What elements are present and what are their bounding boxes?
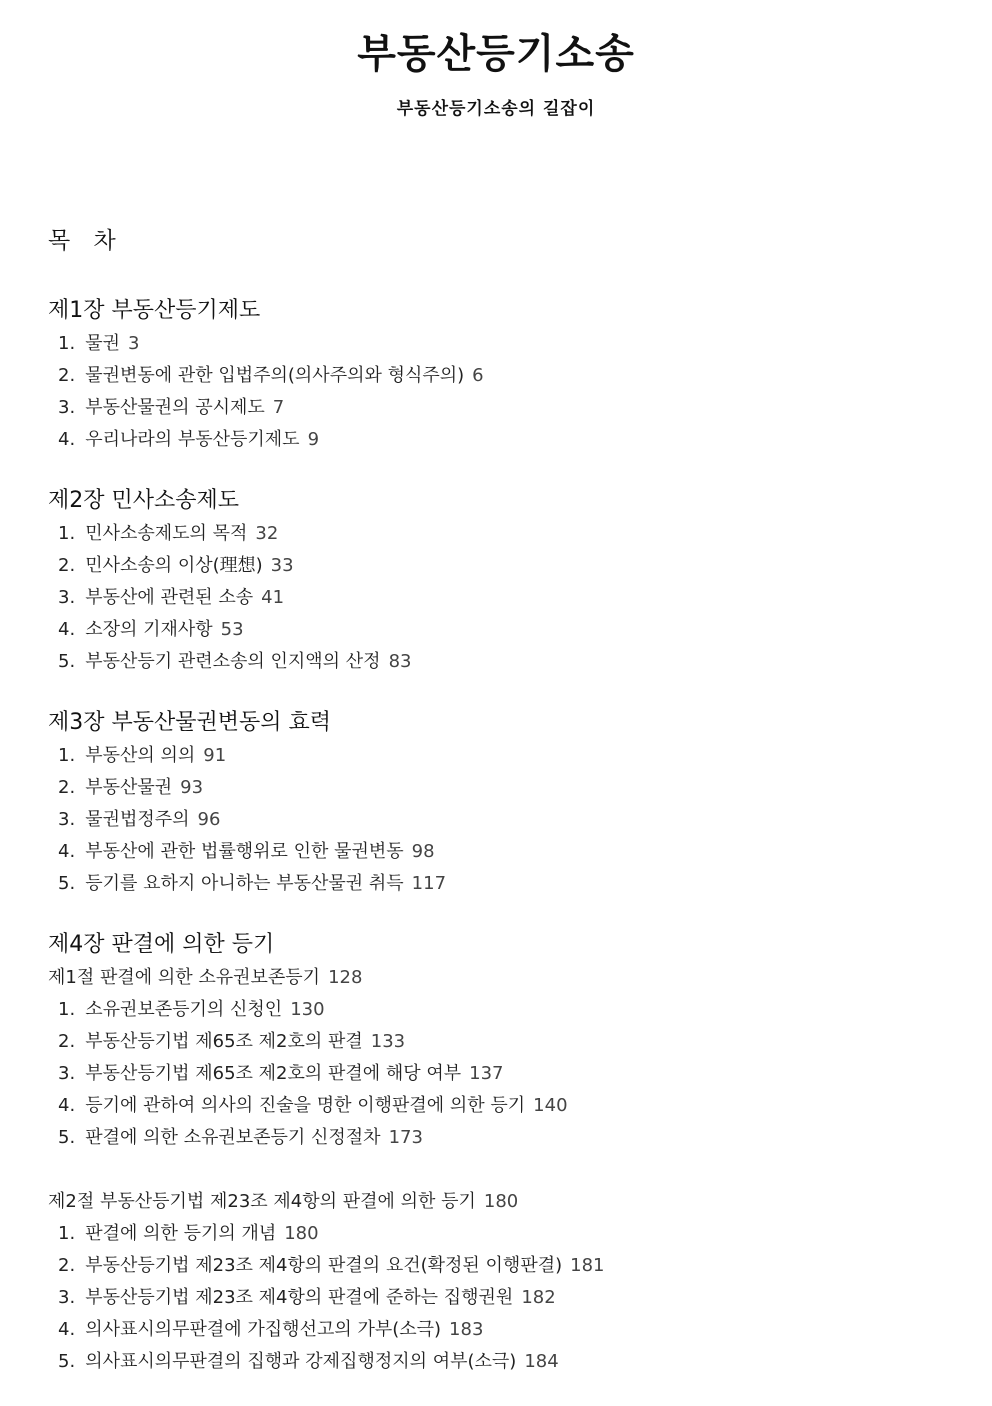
toc-item-page: 9 — [307, 429, 320, 450]
toc-item — [48, 328, 948, 360]
toc-item-page: 32 — [255, 523, 279, 544]
toc-item-page: 133 — [370, 1031, 406, 1052]
toc-item-text: 부동산물권의 공시제도 — [85, 397, 265, 418]
toc-item — [48, 1122, 948, 1154]
toc-item-page: 98 — [411, 841, 435, 862]
toc-item-text: 부동산에 관한 법률행위로 인한 물권변동 — [85, 841, 404, 862]
toc-item-number: 3. — [58, 397, 76, 418]
toc-item-number: 5. — [58, 651, 76, 672]
toc-item-page: 6 — [472, 365, 484, 386]
toc-item-text: 소유권보존등기의 신청인 — [85, 999, 283, 1020]
section-page: 128 — [328, 967, 363, 988]
toc-item — [48, 994, 948, 1026]
toc-item — [48, 1250, 948, 1282]
toc-item-number: 4. — [58, 429, 76, 450]
toc-item — [48, 1090, 948, 1122]
toc-chapter — [48, 928, 948, 1378]
document-subtitle: 부동산등기소송의 길잡이 — [396, 99, 596, 119]
toc-item-number: 1. — [58, 523, 76, 544]
toc-item-number: 1. — [58, 333, 76, 354]
toc-item-number: 4. — [58, 1095, 76, 1116]
section-page: 180 — [483, 1191, 519, 1212]
chapter-title: 제3장 부동산물권변동의 효력 — [48, 710, 332, 735]
toc-item-page: 3 — [127, 333, 140, 354]
toc-item — [48, 1314, 948, 1346]
toc-item-text: 물권법정주의 — [85, 809, 190, 830]
toc-item — [48, 1058, 948, 1090]
toc-item — [48, 740, 948, 772]
toc-item-page: 137 — [469, 1063, 504, 1084]
toc-item-number: 2. — [58, 777, 76, 798]
toc-item — [48, 772, 948, 804]
toc-item-number: 3. — [58, 587, 76, 608]
toc-chapter — [48, 294, 948, 456]
toc-item-page: 91 — [203, 745, 227, 766]
toc-item — [48, 582, 948, 614]
toc-item-page: 7 — [272, 397, 285, 418]
toc-item-number: 3. — [58, 1287, 76, 1308]
toc-item-page: 93 — [180, 777, 204, 798]
toc-item-text: 민사소송의 이상(理想) — [85, 555, 263, 576]
toc-item — [48, 868, 948, 900]
toc-item-text: 부동산등기법 제65조 제2호의 판결에 해당 여부 — [85, 1063, 462, 1084]
toc-item-page: 130 — [290, 999, 325, 1020]
table-of-contents — [48, 294, 948, 1406]
toc-item-text: 부동산에 관련된 소송 — [85, 587, 254, 608]
toc-item-number: 2. — [58, 1031, 76, 1052]
toc-item — [48, 424, 948, 456]
toc-item-text: 부동산물권 — [85, 777, 173, 798]
toc-item-number: 1. — [58, 999, 76, 1020]
toc-item — [48, 614, 948, 646]
toc-item-page: 182 — [521, 1287, 556, 1308]
toc-item-text: 의사표시의무판결의 집행과 강제집행정지의 여부(소극) — [85, 1351, 517, 1372]
toc-item-text: 판결에 의한 소유권보존등기 신정절차 — [85, 1127, 381, 1148]
toc-item-page: 180 — [284, 1223, 319, 1244]
toc-item-text: 판결에 의한 등기의 개념 — [85, 1223, 277, 1244]
toc-item-text: 물권변동에 관한 입법주의(의사주의와 형식주의) — [85, 365, 465, 386]
toc-item — [48, 1346, 948, 1378]
toc-item-number: 4. — [58, 1319, 76, 1340]
toc-item-text: 부동산등기법 제65조 제2호의 판결 — [85, 1031, 363, 1052]
chapter-title: 제4장 판결에 의한 등기 — [48, 932, 275, 957]
section-title — [48, 1186, 948, 1218]
toc-item — [48, 836, 948, 868]
section-title-text: 제2절 부동산등기법 제23조 제4항의 판결에 의한 등기 — [48, 1191, 476, 1212]
toc-item-number: 1. — [58, 745, 76, 766]
chapter-title: 제1장 부동산등기제도 — [48, 298, 261, 323]
toc-item — [48, 1026, 948, 1058]
toc-item-text: 등기를 요하지 아니하는 부동산물권 취득 — [85, 873, 404, 894]
toc-item-number: 4. — [58, 841, 76, 862]
toc-item-number: 1. — [58, 1223, 76, 1244]
toc-item — [48, 1218, 948, 1250]
toc-item-number: 2. — [58, 365, 76, 386]
toc-item-page: 181 — [570, 1255, 605, 1276]
section-title — [48, 962, 948, 994]
chapter-title: 제2장 민사소송제도 — [48, 488, 240, 513]
toc-item-text: 의사표시의무판결에 가집행선고의 가부(소극) — [85, 1319, 442, 1340]
toc-item-number: 2. — [58, 1255, 76, 1276]
toc-item-text: 소장의 기재사항 — [85, 619, 213, 640]
section-spacer — [48, 1154, 948, 1186]
toc-item-number: 4. — [58, 619, 76, 640]
toc-item-number: 5. — [58, 873, 76, 894]
toc-item — [48, 392, 948, 424]
toc-item-page: 41 — [261, 587, 285, 608]
toc-item — [48, 518, 948, 550]
toc-item-text: 민사소송제도의 목적 — [85, 523, 248, 544]
toc-item — [48, 1282, 948, 1314]
toc-chapter — [48, 484, 948, 678]
toc-item-text: 등기에 관하여 의사의 진술을 명한 이행판결에 의한 등기 — [85, 1095, 526, 1116]
toc-item-text: 부동산등기법 제23조 제4항의 판결의 요건(확정된 이행판결) — [85, 1255, 563, 1276]
toc-item — [48, 646, 948, 678]
toc-heading: 목 차 — [48, 228, 124, 254]
toc-item-text: 부동산등기 관련소송의 인지액의 산정 — [85, 651, 381, 672]
toc-item — [48, 804, 948, 836]
section-title-text: 제1절 판결에 의한 소유권보존등기 — [48, 967, 321, 988]
toc-item-page: 33 — [270, 555, 294, 576]
toc-item-text: 우리나라의 부동산등기제도 — [85, 429, 300, 450]
toc-item-page: 96 — [197, 809, 221, 830]
toc-item-page: 173 — [388, 1127, 423, 1148]
toc-item-number: 2. — [58, 555, 76, 576]
document-title: 부동산등기소송 — [357, 31, 635, 77]
toc-chapter — [48, 706, 948, 900]
toc-item — [48, 550, 948, 582]
toc-item-text: 부동산의 의의 — [85, 745, 196, 766]
toc-item-number: 5. — [58, 1127, 76, 1148]
toc-item-page: 183 — [449, 1319, 484, 1340]
toc-item-page: 140 — [533, 1095, 568, 1116]
toc-item-page: 184 — [524, 1351, 559, 1372]
toc-item-text: 부동산등기법 제23조 제4항의 판결에 준하는 집행권원 — [85, 1287, 514, 1308]
toc-item-page: 53 — [220, 619, 244, 640]
toc-item-page: 117 — [411, 873, 447, 894]
toc-item-text: 물권 — [85, 333, 120, 354]
toc-item-number: 3. — [58, 809, 76, 830]
toc-item-number: 3. — [58, 1063, 76, 1084]
toc-item-page: 83 — [388, 651, 412, 672]
toc-item — [48, 360, 948, 392]
toc-item-number: 5. — [58, 1351, 76, 1372]
